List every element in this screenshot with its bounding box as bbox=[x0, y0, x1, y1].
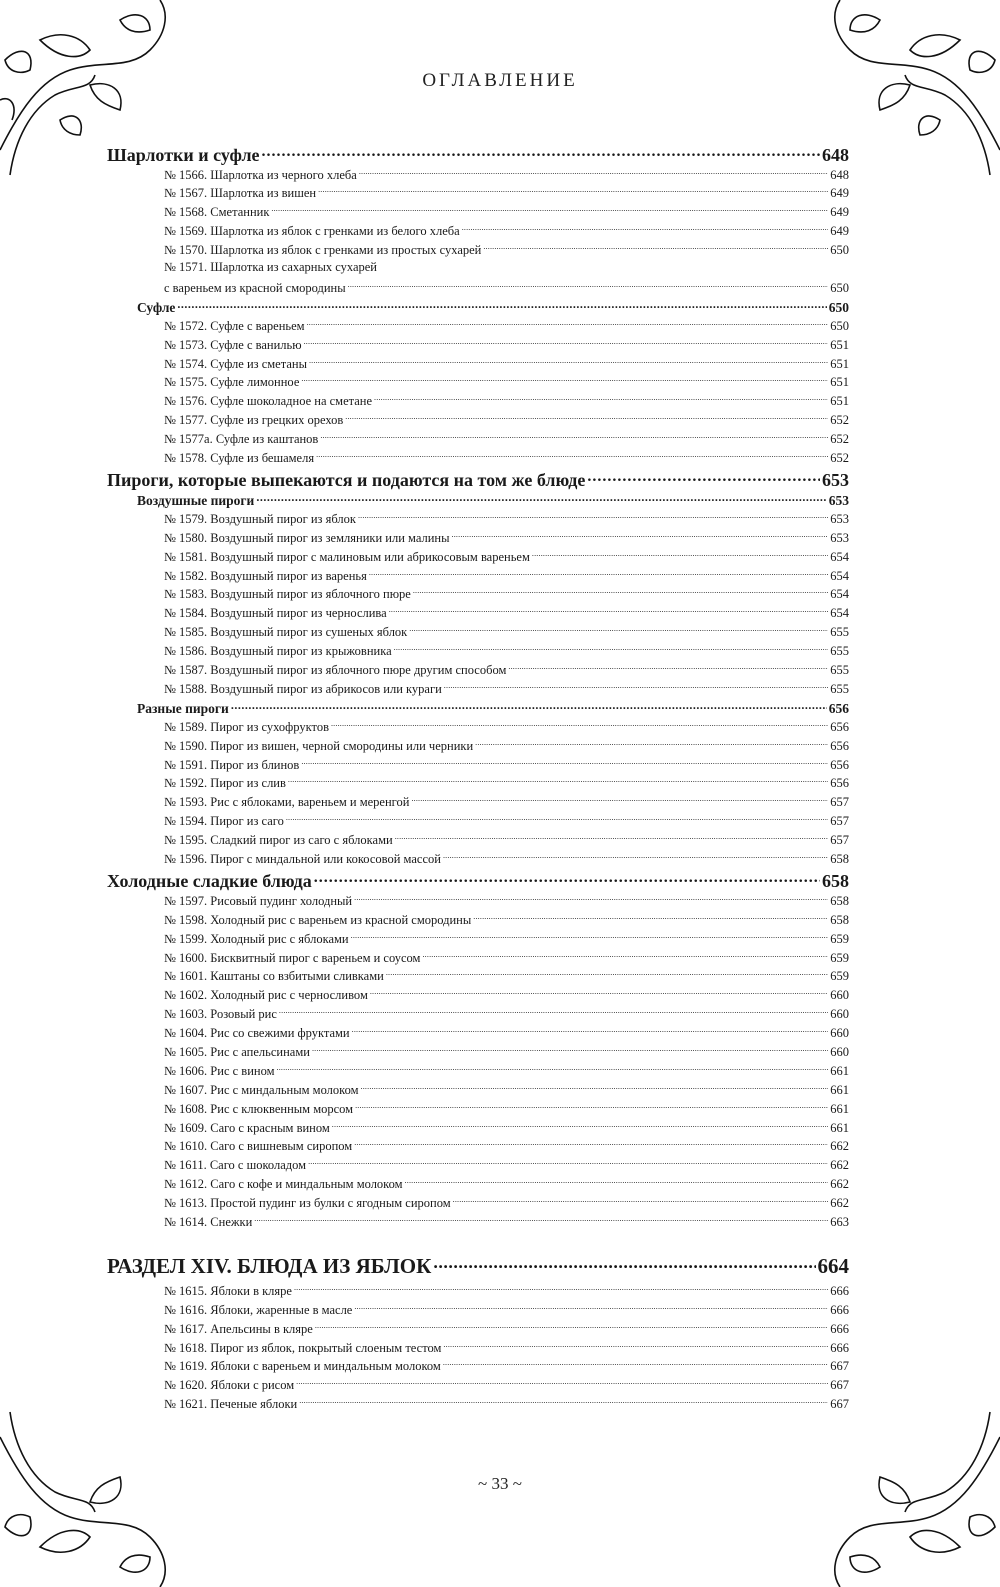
toc-page: 662 bbox=[830, 1177, 849, 1192]
toc-entry[interactable] bbox=[107, 737, 849, 756]
toc-entry[interactable] bbox=[107, 166, 849, 185]
toc-page: 666 bbox=[830, 1283, 849, 1298]
toc-title: Суфле bbox=[137, 299, 176, 315]
toc-page: 667 bbox=[830, 1359, 849, 1374]
toc-page: 661 bbox=[830, 1101, 849, 1116]
dot-leader bbox=[312, 1044, 828, 1057]
toc-title: № 1576. Суфле шоколадное на сметане bbox=[164, 394, 373, 409]
running-head: ОГЛАВЛЕНИЕ bbox=[422, 70, 578, 91]
dot-leader bbox=[411, 794, 828, 807]
dot-leader bbox=[354, 1138, 828, 1151]
toc-title: № 1602. Холодный рис с черносливом bbox=[164, 988, 368, 1003]
toc-page: 659 bbox=[830, 969, 849, 984]
dot-leader bbox=[358, 510, 828, 523]
dot-leader bbox=[308, 1157, 828, 1170]
toc-page: 666 bbox=[830, 1321, 849, 1336]
toc-title: № 1621. Печеные яблоки bbox=[164, 1397, 298, 1412]
dot-leader bbox=[453, 1195, 829, 1208]
dot-leader bbox=[299, 1396, 828, 1409]
dot-leader bbox=[294, 1282, 828, 1295]
toc-title: № 1579. Воздушный пирог из яблок bbox=[164, 511, 356, 526]
toc-entry-multiline-first[interactable] bbox=[107, 260, 849, 279]
toc-title: № 1609. Саго с красным вином bbox=[164, 1120, 330, 1135]
toc-entry[interactable] bbox=[107, 1025, 849, 1044]
toc-title: № 1594. Пирог из саго bbox=[164, 814, 284, 829]
dot-leader bbox=[314, 869, 820, 887]
dot-leader bbox=[332, 1119, 828, 1132]
toc-entry[interactable] bbox=[107, 242, 849, 261]
toc-page: 656 bbox=[830, 776, 849, 791]
toc-entry[interactable] bbox=[107, 1377, 849, 1396]
toc-entry[interactable] bbox=[107, 586, 849, 605]
dot-leader bbox=[304, 336, 829, 349]
toc-entry[interactable] bbox=[107, 449, 849, 468]
toc-title: № 1591. Пирог из блинов bbox=[164, 757, 300, 772]
toc-page: 661 bbox=[830, 1063, 849, 1078]
toc-entry[interactable] bbox=[107, 1119, 849, 1138]
toc-page: 662 bbox=[830, 1196, 849, 1211]
toc-title: № 1615. Яблоки в кляре bbox=[164, 1283, 292, 1298]
toc-title: № 1604. Рис со свежими фруктами bbox=[164, 1026, 350, 1041]
toc-title: № 1606. Рис с вином bbox=[164, 1063, 275, 1078]
toc-page: 659 bbox=[830, 950, 849, 965]
toc-entry[interactable] bbox=[107, 204, 849, 223]
toc-title: Пироги, которые выпекаются и подаются на том же блюде bbox=[107, 470, 586, 491]
toc-entry[interactable] bbox=[107, 680, 849, 699]
toc-title: № 1592. Пирог из слив bbox=[164, 776, 286, 791]
toc-entry[interactable] bbox=[107, 892, 849, 911]
toc-entry[interactable] bbox=[107, 968, 849, 987]
dot-leader bbox=[433, 1252, 815, 1273]
dot-leader bbox=[286, 813, 828, 826]
dot-leader bbox=[352, 1025, 829, 1038]
toc-page: 658 bbox=[830, 912, 849, 927]
toc-title: № 1581. Воздушный пирог с малиновым или абрикосовым вареньем bbox=[164, 549, 530, 564]
dot-leader bbox=[355, 1100, 828, 1113]
toc-page: 649 bbox=[830, 205, 849, 220]
dot-leader bbox=[394, 643, 829, 656]
toc-title: № 1607. Рис с миндальным молоком bbox=[164, 1082, 359, 1097]
toc-page: 648 bbox=[822, 145, 849, 165]
toc-title: № 1590. Пирог из вишен, черной смородины или черники bbox=[164, 738, 474, 753]
toc-entry[interactable] bbox=[107, 336, 849, 355]
toc-title: № 1573. Суфле с ванилью bbox=[164, 337, 302, 352]
toc-entry[interactable] bbox=[107, 374, 849, 393]
toc-entry[interactable] bbox=[107, 1138, 849, 1157]
dot-leader bbox=[354, 892, 828, 905]
toc-title: № 1577. Суфле из грецких орехов bbox=[164, 413, 344, 428]
dot-leader bbox=[296, 1377, 828, 1390]
toc-page: 661 bbox=[830, 1082, 849, 1097]
toc-title: № 1566. Шарлотка из черного хлеба bbox=[164, 167, 357, 182]
toc-entry[interactable] bbox=[107, 930, 849, 949]
toc-page: 655 bbox=[830, 681, 849, 696]
toc-entry[interactable] bbox=[107, 605, 849, 624]
toc-page: 651 bbox=[830, 375, 849, 390]
toc-entry[interactable] bbox=[107, 775, 849, 794]
toc-entry[interactable] bbox=[107, 1006, 849, 1025]
dot-leader bbox=[345, 412, 828, 425]
dot-leader bbox=[309, 355, 828, 368]
toc-title: № 1611. Саго с шоколадом bbox=[164, 1158, 307, 1173]
toc-page: 666 bbox=[830, 1340, 849, 1355]
toc-entry[interactable] bbox=[107, 1157, 849, 1176]
toc-chapter-charlottes[interactable] bbox=[107, 143, 849, 166]
toc-page: 649 bbox=[830, 224, 849, 239]
toc-page: 657 bbox=[830, 833, 849, 848]
toc-entry[interactable] bbox=[107, 317, 849, 336]
toc-page: 652 bbox=[830, 450, 849, 465]
dot-leader bbox=[413, 586, 828, 599]
dot-leader bbox=[348, 279, 829, 292]
dot-leader bbox=[262, 143, 820, 161]
toc-title: № 1569. Шарлотка из яблок с гренками из белого хлеба bbox=[164, 224, 460, 239]
dot-leader bbox=[331, 718, 828, 731]
dot-leader bbox=[318, 185, 828, 198]
toc-page: 655 bbox=[830, 644, 849, 659]
toc-title: № 1580. Воздушный пирог из земляники или малины bbox=[164, 530, 450, 545]
dot-leader bbox=[395, 832, 829, 845]
page-number: ~ 33 ~ bbox=[478, 1474, 522, 1493]
toc-page: 654 bbox=[830, 587, 849, 602]
toc-title: № 1620. Яблоки с рисом bbox=[164, 1378, 295, 1393]
toc-title: Холодные сладкие блюда bbox=[107, 871, 312, 892]
dot-leader bbox=[315, 1320, 828, 1333]
toc-page: 653 bbox=[822, 470, 849, 491]
dot-leader bbox=[483, 242, 828, 255]
dot-leader bbox=[409, 624, 828, 637]
toc-page: 654 bbox=[830, 568, 849, 583]
toc-page: 659 bbox=[830, 931, 849, 946]
dot-leader bbox=[587, 468, 820, 486]
dot-leader bbox=[277, 1062, 829, 1075]
toc-title: № 1595. Сладкий пирог из саго с яблоками bbox=[164, 833, 393, 848]
dot-leader bbox=[386, 968, 828, 981]
toc-page: 653 bbox=[830, 530, 849, 545]
toc-title: № 1610. Саго с вишневым сиропом bbox=[164, 1139, 353, 1154]
toc-title: № 1593. Рис с яблоками, вареньем и меренгой bbox=[164, 795, 410, 810]
toc-section-various-pies[interactable] bbox=[107, 699, 849, 718]
dot-leader bbox=[354, 1301, 828, 1314]
toc-entry[interactable] bbox=[107, 1214, 849, 1233]
toc-page: 656 bbox=[830, 738, 849, 753]
dot-leader bbox=[177, 298, 826, 312]
toc-title: № 1601. Каштаны со взбитыми сливками bbox=[164, 969, 384, 984]
toc-section-air-pies[interactable] bbox=[107, 491, 849, 510]
toc-entry[interactable] bbox=[107, 393, 849, 412]
toc-page: 657 bbox=[830, 795, 849, 810]
dot-leader bbox=[288, 775, 828, 788]
toc-title: № 1587. Воздушный пирог из яблочного пюре другим способом bbox=[164, 662, 507, 677]
toc-page: 660 bbox=[830, 1007, 849, 1022]
toc-entry[interactable] bbox=[107, 756, 849, 775]
dot-leader bbox=[462, 223, 829, 236]
toc-page: 650 bbox=[828, 299, 849, 315]
toc-title: № 1572. Суфле с вареньем bbox=[164, 318, 305, 333]
dot-leader bbox=[254, 1214, 828, 1227]
toc-entry[interactable] bbox=[107, 1176, 849, 1195]
toc-title: № 1618. Пирог из яблок, покрытый слоеным тестом bbox=[164, 1340, 442, 1355]
dot-leader bbox=[443, 1339, 828, 1352]
toc-entry[interactable] bbox=[107, 624, 849, 643]
toc-page: 656 bbox=[830, 757, 849, 772]
toc-page: 662 bbox=[830, 1158, 849, 1173]
toc-entry[interactable] bbox=[107, 567, 849, 586]
toc-page: 666 bbox=[830, 1302, 849, 1317]
toc-entry[interactable] bbox=[107, 718, 849, 737]
toc-title: № 1585. Воздушный пирог из сушеных яблок bbox=[164, 625, 408, 640]
toc-entry[interactable] bbox=[107, 832, 849, 851]
toc-entry[interactable] bbox=[107, 529, 849, 548]
toc-entry[interactable] bbox=[107, 794, 849, 813]
toc-page: 650 bbox=[830, 280, 849, 295]
toc-page: 653 bbox=[828, 492, 849, 508]
toc-title: Шарлотки и суфле bbox=[107, 145, 260, 165]
dot-leader bbox=[359, 166, 828, 179]
toc-entry[interactable] bbox=[107, 1044, 849, 1063]
toc-title: Воздушные пироги bbox=[137, 492, 255, 508]
toc-title: № 1589. Пирог из сухофруктов bbox=[164, 719, 329, 734]
toc-title: № 1582. Воздушный пирог из варенья bbox=[164, 568, 367, 583]
toc-page: 667 bbox=[830, 1378, 849, 1393]
toc-title: № 1608. Рис с клюквенным морсом bbox=[164, 1101, 354, 1116]
toc-entry[interactable] bbox=[107, 1339, 849, 1358]
toc-title: № 1596. Пирог с миндальной или кокосовой массой bbox=[164, 852, 441, 866]
dot-leader bbox=[301, 756, 828, 769]
toc-title: № 1598. Холодный рис с вареньем из красной смородины bbox=[164, 912, 472, 927]
toc-title: № 1578. Суфле из бешамеля bbox=[164, 450, 315, 465]
toc-title: РАЗДЕЛ XIV. БЛЮДА ИЗ ЯБЛОК bbox=[107, 1254, 432, 1279]
toc-entry[interactable] bbox=[107, 431, 849, 450]
toc-entry[interactable] bbox=[107, 661, 849, 680]
toc-page: 650 bbox=[830, 243, 849, 258]
dot-leader bbox=[374, 393, 828, 406]
toc-page: 667 bbox=[830, 1397, 849, 1412]
toc-page: 654 bbox=[830, 549, 849, 564]
toc-entry[interactable] bbox=[107, 1081, 849, 1100]
toc-page: 653 bbox=[830, 511, 849, 526]
table-of-contents bbox=[107, 143, 849, 1415]
toc-entry[interactable] bbox=[107, 185, 849, 204]
toc-entry[interactable] bbox=[107, 851, 849, 870]
toc-entry[interactable] bbox=[107, 1195, 849, 1214]
toc-page: 662 bbox=[830, 1139, 849, 1154]
toc-title: № 1599. Холодный рис с яблоками bbox=[164, 931, 349, 946]
toc-section-souffle[interactable] bbox=[107, 298, 849, 317]
toc-page: 649 bbox=[830, 186, 849, 201]
toc-entry[interactable] bbox=[107, 223, 849, 242]
toc-title: № 1567. Шарлотка из вишен bbox=[164, 186, 317, 201]
toc-entry[interactable] bbox=[107, 1062, 849, 1081]
dot-leader bbox=[405, 1176, 829, 1189]
dot-leader bbox=[231, 699, 827, 713]
toc-title: № 1619. Яблоки с вареньем и миндальным молоком bbox=[164, 1359, 441, 1374]
toc-entry[interactable] bbox=[107, 1100, 849, 1119]
toc-chapter-pies[interactable] bbox=[107, 468, 849, 491]
dot-leader bbox=[369, 567, 828, 580]
toc-page: 651 bbox=[830, 356, 849, 371]
toc-page: 661 bbox=[830, 1120, 849, 1135]
dot-leader bbox=[443, 1358, 828, 1371]
toc-page: 658 bbox=[830, 852, 849, 866]
toc-page: 658 bbox=[830, 893, 849, 908]
dot-leader bbox=[473, 911, 828, 924]
dot-leader bbox=[443, 851, 828, 864]
toc-page: 652 bbox=[830, 413, 849, 428]
toc-title: № 1605. Рис с апельсинами bbox=[164, 1045, 310, 1060]
dot-leader bbox=[475, 737, 828, 750]
toc-page: 658 bbox=[822, 871, 849, 892]
toc-entry[interactable] bbox=[107, 643, 849, 662]
dot-leader bbox=[316, 449, 828, 462]
toc-title: № 1600. Бисквитный пирог с вареньем и соусом bbox=[164, 950, 421, 965]
toc-page: 655 bbox=[830, 662, 849, 677]
toc-page: 648 bbox=[830, 167, 849, 182]
dot-leader bbox=[370, 987, 828, 1000]
toc-title: № 1603. Розовый рис bbox=[164, 1007, 277, 1022]
dot-leader bbox=[271, 204, 828, 217]
toc-title: № 1616. Яблоки, жаренные в масле bbox=[164, 1302, 353, 1317]
toc-entry[interactable] bbox=[107, 510, 849, 529]
toc-page: 651 bbox=[830, 394, 849, 409]
toc-title: с вареньем из красной смородины bbox=[164, 280, 346, 295]
dot-leader bbox=[444, 680, 828, 693]
toc-title: № 1584. Воздушный пирог из чернослива bbox=[164, 606, 387, 621]
toc-title: № 1588. Воздушный пирог из абрикосов или кураги bbox=[164, 681, 442, 696]
toc-entry[interactable] bbox=[107, 987, 849, 1006]
toc-page: 650 bbox=[830, 318, 849, 333]
dot-leader bbox=[256, 491, 826, 505]
toc-page: 654 bbox=[830, 606, 849, 621]
toc-title: № 1586. Воздушный пирог из крыжовника bbox=[164, 644, 392, 659]
toc-title: № 1577а. Суфле из каштанов bbox=[164, 432, 319, 447]
toc-title: № 1612. Саго с кофе и миндальным молоком bbox=[164, 1177, 403, 1192]
toc-title: № 1574. Суфле из сметаны bbox=[164, 356, 307, 371]
dot-leader bbox=[508, 661, 828, 674]
toc-title: № 1597. Рисовый пудинг холодный bbox=[164, 893, 353, 908]
toc-title: Разные пироги bbox=[137, 700, 229, 716]
toc-part-xiv-apple-dishes[interactable] bbox=[107, 1252, 849, 1282]
toc-page: 663 bbox=[830, 1215, 849, 1230]
toc-title: № 1571. Шарлотка из сахарных сухарей bbox=[164, 260, 377, 275]
toc-entry[interactable] bbox=[107, 949, 849, 968]
toc-entry[interactable] bbox=[107, 813, 849, 832]
dot-leader bbox=[320, 431, 828, 444]
toc-chapter-cold-desserts[interactable] bbox=[107, 869, 849, 892]
toc-page: 656 bbox=[830, 719, 849, 734]
dot-leader bbox=[301, 374, 828, 387]
toc-title: № 1613. Простой пудинг из булки с ягодным сиропом bbox=[164, 1196, 451, 1211]
dot-leader bbox=[361, 1081, 829, 1094]
toc-entry[interactable] bbox=[107, 1396, 849, 1415]
toc-page: 656 bbox=[828, 700, 849, 716]
dot-leader bbox=[279, 1006, 828, 1019]
toc-entry[interactable] bbox=[107, 548, 849, 567]
dot-leader bbox=[351, 930, 829, 943]
toc-page: 664 bbox=[817, 1254, 849, 1279]
toc-entry[interactable] bbox=[107, 911, 849, 930]
toc-title: № 1614. Снежки bbox=[164, 1215, 253, 1230]
corner-ornament-bottom-right bbox=[810, 1407, 1000, 1587]
dot-leader bbox=[307, 317, 829, 330]
corner-ornament-bottom-left bbox=[0, 1407, 190, 1587]
toc-title: № 1583. Воздушный пирог из яблочного пюре bbox=[164, 587, 411, 602]
toc-page: 652 bbox=[830, 432, 849, 447]
toc-entry[interactable] bbox=[107, 1282, 849, 1301]
toc-page: 660 bbox=[830, 1045, 849, 1060]
toc-page: 660 bbox=[830, 1026, 849, 1041]
toc-entry-multiline-second[interactable] bbox=[107, 279, 849, 298]
toc-entry[interactable] bbox=[107, 1358, 849, 1377]
dot-leader bbox=[422, 949, 828, 962]
toc-title: № 1575. Суфле лимонное bbox=[164, 375, 300, 390]
toc-entry[interactable] bbox=[107, 1320, 849, 1339]
toc-title: № 1617. Апельсины в кляре bbox=[164, 1321, 313, 1336]
dot-leader bbox=[389, 605, 829, 618]
toc-page: 651 bbox=[830, 337, 849, 352]
toc-title: № 1570. Шарлотка из яблок с гренками из простых сухарей bbox=[164, 243, 482, 258]
toc-page: 657 bbox=[830, 814, 849, 829]
dot-leader bbox=[452, 529, 829, 542]
toc-page: 655 bbox=[830, 625, 849, 640]
toc-page: 660 bbox=[830, 988, 849, 1003]
toc-title: № 1568. Сметанник bbox=[164, 205, 270, 220]
toc-entry[interactable] bbox=[107, 355, 849, 374]
dot-leader bbox=[532, 548, 828, 561]
toc-entry[interactable] bbox=[107, 412, 849, 431]
toc-entry[interactable] bbox=[107, 1301, 849, 1320]
